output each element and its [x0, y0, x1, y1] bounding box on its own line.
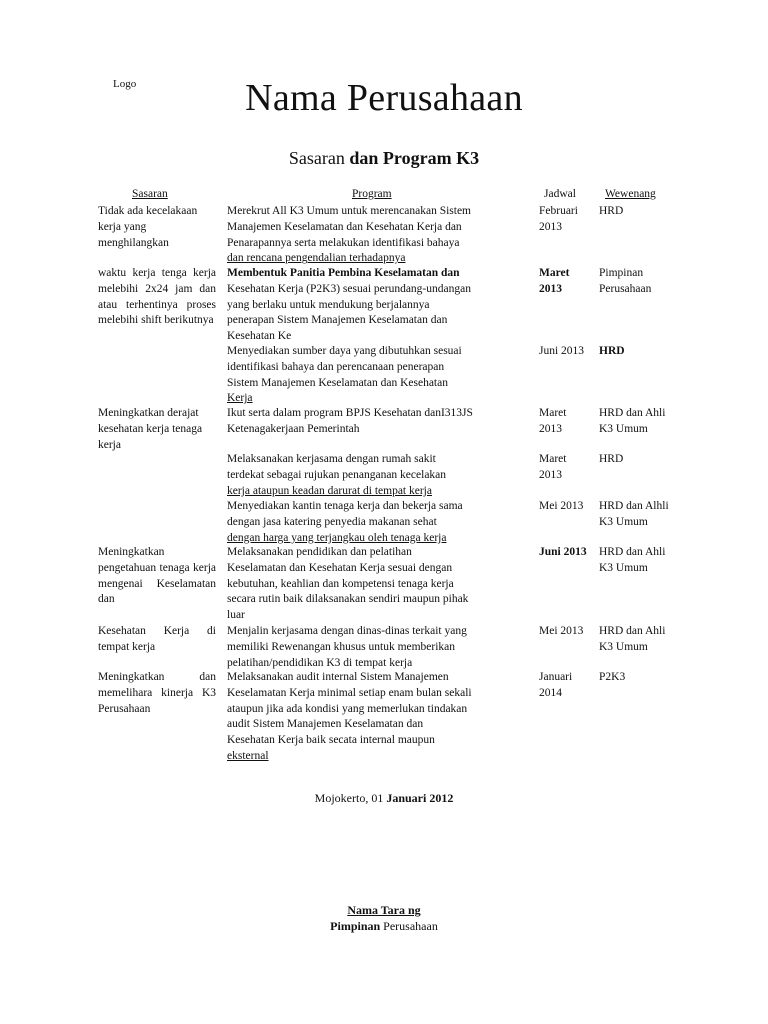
column-header-wewenang: Wewenang [605, 188, 656, 200]
program-line: Keselamatan dan Kesehatan Kerja sesuai dengan [227, 561, 453, 574]
program-line: Sistem Manajemen Keselamatan dan Kesehatan [227, 376, 448, 389]
program-line: pelatihan/pendidikan K3 di tempat kerja [227, 656, 413, 669]
program-line: Merekrut All K3 Umum untuk merencanakan Sistem [227, 205, 472, 217]
document-title-part-1: Sasaran [288, 148, 345, 168]
program-line: terdekat sebagai rujukan penanganan kecelakan [227, 468, 447, 481]
sasaran-cell: Kesehatan Kerja di tempat kerja [98, 625, 216, 653]
wewenang-cell: HRD [599, 205, 624, 217]
program-line: Melaksanakan kerjasama dengan rumah sakit [227, 453, 436, 465]
logo-placeholder: Logo [113, 78, 137, 90]
program-line: Membentuk Panitia Pembina Keselamatan dan [227, 267, 460, 279]
jadwal-cell: Mei 2013 [539, 625, 584, 637]
program-line: Melaksanakan pendidikan dan pelatihan [227, 546, 412, 558]
program-line: ataupun jika ada kondisi yang memerlukan tindakan [227, 702, 468, 715]
program-line: Ikut serta dalam program BPJS Kesehatan danI313JS [227, 407, 473, 419]
column-header-jadwal: Jadwal [544, 188, 576, 200]
wewenang-cell: HRD dan Alhli K3 Umum [599, 500, 669, 528]
program-line: yang berlaku untuk mendukung berjalannya [227, 298, 430, 311]
program-cell [227, 266, 517, 345]
wewenang-cell: P2K3 [599, 671, 626, 683]
program-line: Kesehatan Ke [227, 330, 292, 343]
place-date [0, 791, 768, 806]
program-line: audit Sistem Manajemen Keselamatan dan [227, 718, 424, 731]
signer-title [0, 918, 768, 934]
program-line: identifikasi bahaya dan perencanaan penerapan [227, 360, 445, 373]
jadwal-cell: Juni 2013 [539, 546, 587, 558]
sasaran-cell: Meningkatkan pengetahuan tenaga kerja mengenai Keselamatan dan [98, 546, 216, 606]
program-line: dengan jasa katering penyedia makanan sehat [227, 515, 437, 528]
program-line: dengan harga yang terjangkau oleh tenaga kerja [227, 531, 447, 544]
wewenang-cell: HRD dan Ahli K3 Umum [599, 625, 666, 653]
jadwal-cell: Mei 2013 [539, 500, 584, 512]
sasaran-cell: Meningkatkan derajat kesehatan kerja tenaga kerja [98, 407, 203, 451]
signature-block [0, 902, 768, 934]
program-line: Kesehatan Kerja (P2K3) sesuai perundang-undangan [227, 282, 471, 295]
program-line: secara rutin baik dilaksanakan sendiri maupun pihak [227, 593, 469, 606]
program-cell [227, 406, 517, 438]
document-title-part-2: dan Program K3 [349, 148, 480, 168]
sasaran-cell: Tidak ada kecelakaan kerja yang menghilangkan [98, 205, 198, 249]
sasaran-cell: waktu kerja tenga kerja melebihi 2x24 jam dan atau terhentinya proses melebihi shift berikutnya [98, 267, 216, 327]
wewenang-cell: HRD dan Ahli K3 Umum [599, 546, 666, 574]
program-cell [227, 624, 517, 671]
program-line: memiliki Rewenangan khusus untuk memberikan [227, 640, 456, 653]
wewenang-cell: HRD [599, 345, 625, 357]
program-line: luar [227, 609, 245, 622]
program-cell [227, 545, 517, 624]
program-cell [227, 499, 517, 546]
program-line: kebutuhan, keahlian dan kompetensi tenaga kerja [227, 577, 454, 590]
signer-title-part-2: Perusahaan [383, 919, 438, 933]
jadwal-cell: Februari 2013 [539, 205, 578, 233]
company-name: Nama Perusahaan [245, 77, 523, 119]
signer-name: Nama Tara ng [347, 903, 421, 917]
column-header-sasaran: Sasaran [132, 188, 168, 200]
program-line: eksternal [227, 749, 269, 762]
program-cell [227, 452, 517, 499]
program-line: Kesehatan Kerja baik secata internal maupun [227, 734, 435, 747]
program-line: Menyediakan sumber daya yang dibutuhkan sesuai [227, 345, 462, 357]
jadwal-cell: Maret 2013 [539, 453, 567, 481]
place-text: Mojokerto, 01 [314, 791, 384, 805]
program-line: Manajemen Keselamatan dan Kesehatan Kerja dan [227, 220, 462, 233]
program-line: Menyediakan kantin tenaga kerja dan bekerja sama [227, 500, 463, 512]
date-text: Januari 2012 [386, 791, 454, 805]
wewenang-cell: Pimpinan Perusahaan [599, 267, 652, 295]
sasaran-cell: Meningkatkan dan memelihara kinerja K3 Perusahaan [98, 671, 216, 715]
program-line: penerapan Sistem Manajemen Keselamatan dan [227, 314, 448, 327]
program-line: Ketenagakerjaan Pemerintah [227, 422, 360, 435]
wewenang-cell: HRD dan Ahli K3 Umum [599, 407, 666, 435]
program-line: dan rencana pengendalian terhadapnya [227, 252, 406, 265]
wewenang-cell: HRD [599, 453, 624, 465]
program-line: Menjalin kerjasama dengan dinas-dinas terkait yang [227, 625, 467, 637]
program-line: Melaksanakan audit internal Sistem Manajemen [227, 671, 449, 683]
program-line: kerja ataupun keadan darurat di tempat kerja [227, 484, 432, 497]
program-cell [227, 204, 517, 267]
program-cell [227, 670, 517, 765]
program-line: Kerja [227, 392, 253, 405]
jadwal-cell: Januari 2014 [539, 671, 573, 699]
column-header-program: Program [352, 188, 392, 200]
jadwal-cell: Maret 2013 [539, 267, 570, 295]
document-title [0, 148, 768, 169]
program-line: Penarapannya serta melakukan identifikasi bahaya [227, 236, 460, 249]
jadwal-cell: Maret 2013 [539, 407, 567, 435]
program-line: Keselamatan Kerja minimal setiap enam bulan sekali [227, 686, 472, 699]
program-cell [227, 344, 517, 407]
signer-title-part-1: Pimpinan [330, 919, 381, 933]
jadwal-cell: Juni 2013 [539, 345, 585, 357]
